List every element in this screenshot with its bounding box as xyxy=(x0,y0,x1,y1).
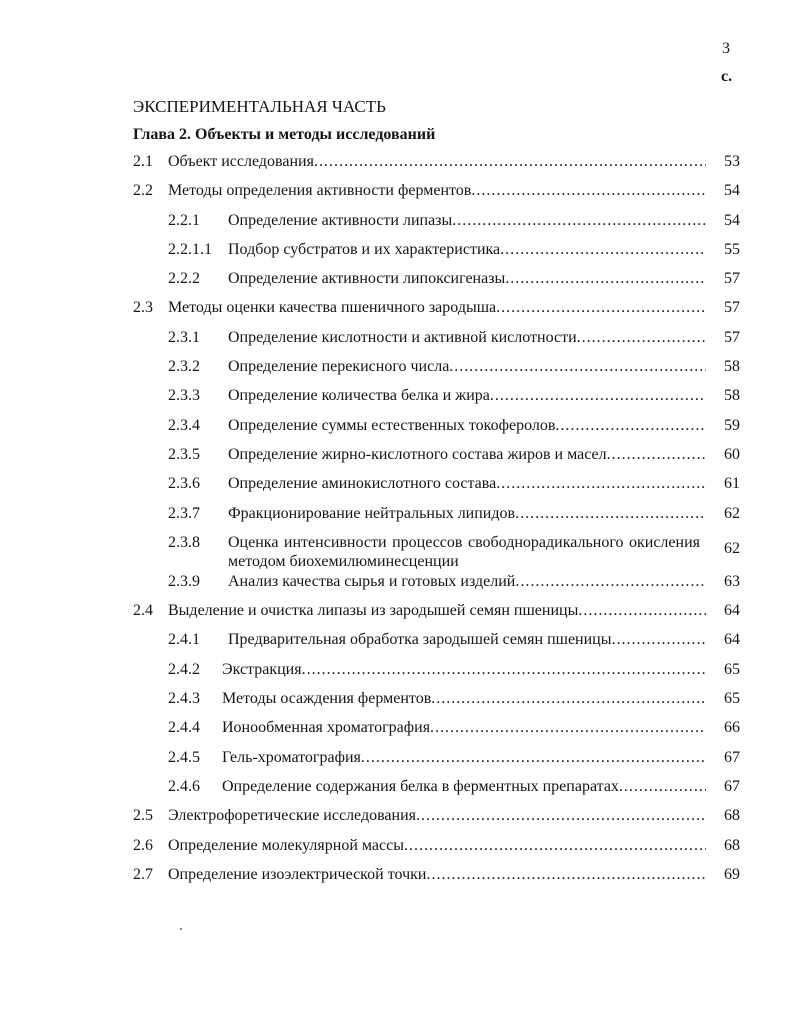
entry-number: 2.3 xyxy=(133,299,153,317)
entry-title: Определение жирно-кислотного состава жиров и масел xyxy=(228,445,607,463)
dot-leader xyxy=(496,474,706,494)
toc-entry xyxy=(133,660,740,689)
toc-entry xyxy=(133,181,740,210)
dot-leader xyxy=(416,806,706,826)
dot-leader xyxy=(361,748,706,768)
entry-page: 65 xyxy=(724,660,740,678)
dot-leader xyxy=(505,269,706,289)
toc-entry xyxy=(133,211,740,240)
entry-page: 67 xyxy=(724,748,740,766)
entry-title-wrap xyxy=(228,572,706,592)
entry-title-wrap xyxy=(228,211,706,231)
dot-leader xyxy=(496,298,706,318)
entry-number: 2.4.1 xyxy=(168,631,200,649)
entry-page: 68 xyxy=(724,836,740,854)
entry-number: 2.2.2 xyxy=(168,270,200,288)
entry-title-wrap xyxy=(228,630,706,650)
entry-title-wrap xyxy=(228,357,706,377)
dot-leader xyxy=(314,152,706,172)
page-number: 3 xyxy=(722,40,730,57)
entry-title-wrap xyxy=(168,181,706,201)
toc-entry xyxy=(133,777,740,806)
entry-title-wrap xyxy=(228,445,706,465)
entry-page: 60 xyxy=(724,445,740,463)
toc-entry xyxy=(133,601,740,630)
entry-title: Методы определения активности ферментов xyxy=(168,182,472,200)
entry-title: Выделение и очистка липазы из зародышей семян пшеницы xyxy=(168,602,579,620)
entry-title: Определение молекулярной массы xyxy=(168,836,404,854)
entry-title-wrap xyxy=(168,836,706,856)
entry-page: 54 xyxy=(724,182,740,200)
dot-leader xyxy=(578,601,706,621)
entry-page: 57 xyxy=(724,270,740,288)
entry-title: Электрофоретические исследования xyxy=(168,807,417,825)
entry-title-wrap xyxy=(168,865,706,885)
dot-leader xyxy=(426,865,706,885)
toc-entry xyxy=(133,298,740,327)
entry-page: 62 xyxy=(724,539,740,557)
entry-title: Оценка интенсивности процессов свободнорадикального окисления методом биохемилюминесценции xyxy=(228,533,700,570)
entry-number: 2.3.5 xyxy=(168,445,200,463)
entry-page: 66 xyxy=(724,719,740,737)
dot-leader xyxy=(431,689,706,709)
entry-title: Методы осаждения ферментов xyxy=(222,690,432,708)
dot-leader xyxy=(619,777,706,797)
entry-number: 2.2.1 xyxy=(168,211,200,229)
toc-entry xyxy=(133,748,740,777)
entry-title: Ионообменная хроматография xyxy=(222,719,431,737)
dot-leader xyxy=(452,211,706,231)
entry-number: 2.3.2 xyxy=(168,358,200,376)
toc-entry xyxy=(133,630,740,659)
entry-title-wrap xyxy=(222,748,706,768)
toc-entry xyxy=(133,533,740,572)
entry-title: Определение кислотности и активной кислотности xyxy=(228,328,577,346)
toc-entry xyxy=(133,152,740,181)
scan-speck xyxy=(180,928,182,930)
toc-entry xyxy=(133,416,740,445)
entry-title-wrap xyxy=(168,298,706,318)
entry-title: Определение активности липоксигеназы xyxy=(228,270,506,288)
entry-title: Подбор субстратов и их характеристика xyxy=(228,240,501,258)
entry-title-wrap xyxy=(228,504,706,524)
toc-entry xyxy=(133,474,740,503)
entry-page: 67 xyxy=(724,777,740,795)
dot-leader xyxy=(612,630,707,650)
entry-number: 2.4.5 xyxy=(168,748,200,766)
entry-title-wrap xyxy=(222,689,706,709)
entry-page: 68 xyxy=(724,807,740,825)
entry-title-wrap xyxy=(222,718,706,738)
toc-entry xyxy=(133,718,740,747)
entry-page: 57 xyxy=(724,299,740,317)
toc-entry xyxy=(133,689,740,718)
entry-title: Предварительная обработка зародышей семян пшеницы xyxy=(228,631,612,649)
entry-title: Определение активности липазы xyxy=(228,211,453,229)
entry-title: Методы оценки качества пшеничного зародыша xyxy=(168,299,497,317)
chapter-title: Глава 2. Объекты и методы исследований xyxy=(133,126,436,143)
entry-title-wrap xyxy=(168,806,706,826)
entry-title-wrap xyxy=(228,240,706,260)
entry-title-wrap xyxy=(228,269,706,289)
entry-number: 2.3.6 xyxy=(168,475,200,493)
entry-title-wrap xyxy=(228,416,706,436)
entry-title: Фракционирование нейтральных липидов xyxy=(228,504,516,522)
entry-page: 63 xyxy=(724,572,740,590)
entry-number: 2.3.3 xyxy=(168,387,200,405)
entry-page: 57 xyxy=(724,328,740,346)
entry-page: 65 xyxy=(724,690,740,708)
entry-number: 2.3.9 xyxy=(168,572,200,590)
entry-title: Определение количества белка и жира xyxy=(228,387,490,405)
entry-number: 2.4.3 xyxy=(168,690,200,708)
entry-page: 64 xyxy=(724,602,740,620)
section-title: ЭКСПЕРИМЕНТАЛЬНАЯ ЧАСТЬ xyxy=(133,97,386,116)
entry-title: Определение аминокислотного состава xyxy=(228,475,497,493)
entry-page: 58 xyxy=(724,358,740,376)
entry-title: Экстракция xyxy=(222,660,302,678)
page-column-label: с. xyxy=(721,68,733,85)
toc-entry xyxy=(133,445,740,474)
dot-leader xyxy=(515,504,706,524)
entry-title: Объект исследования xyxy=(168,153,314,170)
entry-page: 54 xyxy=(724,211,740,229)
entry-number: 2.4.4 xyxy=(168,719,200,737)
entry-number: 2.4.6 xyxy=(168,777,200,795)
toc-entry xyxy=(133,386,740,415)
entry-page: 55 xyxy=(724,240,740,258)
toc-entry xyxy=(133,240,740,269)
toc-entry xyxy=(133,328,740,357)
entry-title: Гель-хроматография xyxy=(222,748,361,766)
entry-title: Определение изоэлектрической точки xyxy=(168,865,427,883)
entry-title-wrap xyxy=(168,152,706,172)
toc-entry xyxy=(133,865,740,894)
dot-leader xyxy=(449,357,706,377)
entry-title: Анализ качества сырья и готовых изделий xyxy=(228,572,516,590)
entry-title-wrap xyxy=(168,601,706,621)
entry-page: 58 xyxy=(724,387,740,405)
dot-leader xyxy=(404,836,706,856)
toc-entry xyxy=(133,504,740,533)
entry-page: 62 xyxy=(724,504,740,522)
entry-title-wrap xyxy=(222,777,706,797)
entry-number: 2.3.7 xyxy=(168,504,200,522)
toc-entry xyxy=(133,806,740,835)
entry-number: 2.4 xyxy=(133,602,153,620)
dot-leader xyxy=(302,660,706,680)
entry-number: 2.4.2 xyxy=(168,660,200,678)
dot-leader xyxy=(515,572,706,592)
dot-leader xyxy=(555,416,706,436)
entry-number: 2.3.4 xyxy=(168,416,200,434)
dot-leader xyxy=(500,240,706,260)
entry-number: 2.1 xyxy=(133,153,153,170)
entry-page: 64 xyxy=(724,631,740,649)
entry-page: 69 xyxy=(724,865,740,883)
entry-page: 53 xyxy=(724,153,740,170)
entry-title: Определение суммы естественных токоферолов xyxy=(228,416,556,434)
entry-number: 2.3.8 xyxy=(168,533,200,551)
entry-number: 2.3.1 xyxy=(168,328,200,346)
entry-page: 59 xyxy=(724,416,740,434)
entry-number: 2.6 xyxy=(133,836,153,854)
dot-leader xyxy=(430,718,706,738)
entry-title-wrap xyxy=(228,474,706,494)
entry-number: 2.2.1.1 xyxy=(168,240,212,258)
toc-entry xyxy=(133,269,740,298)
entry-number: 2.5 xyxy=(133,807,153,825)
entry-title: Определение содержания белка в ферментных препаратах xyxy=(222,777,619,795)
entry-title-wrap xyxy=(228,386,706,406)
dot-leader xyxy=(490,386,706,406)
entry-title-wrap xyxy=(222,660,706,680)
dot-leader xyxy=(607,445,706,465)
entry-title-wrap xyxy=(228,328,706,348)
toc-entry xyxy=(133,572,740,601)
toc-entry xyxy=(133,357,740,386)
entry-number: 2.2 xyxy=(133,182,153,200)
table-of-contents xyxy=(133,152,740,894)
dot-leader xyxy=(471,181,706,201)
entry-page: 61 xyxy=(724,475,740,493)
toc-entry xyxy=(133,836,740,865)
dot-leader xyxy=(577,328,706,348)
entry-title: Определение перекисного числа xyxy=(228,358,450,376)
entry-title-wrap xyxy=(228,533,706,571)
entry-number: 2.7 xyxy=(133,865,153,883)
